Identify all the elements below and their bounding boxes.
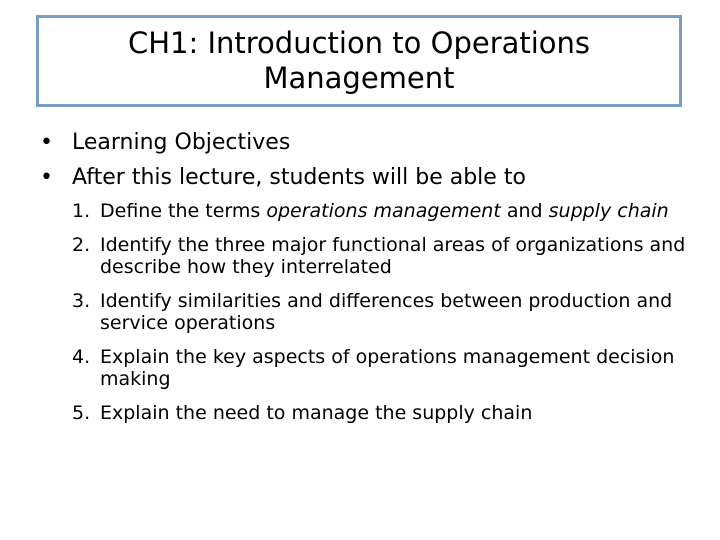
objective-text: Explain the key aspects of operations management decision making xyxy=(100,346,675,390)
bullet-dot-icon: • xyxy=(40,165,53,190)
objective-text-part: Define the terms xyxy=(100,200,267,222)
slide-title-line-1: CH1: Introduction to Operations xyxy=(127,25,591,60)
bullet-item xyxy=(0,125,720,160)
objective-text: Identify the three major functional areas of organizations and describe how they interrelated xyxy=(100,234,686,278)
objective-term-italic: supply chain xyxy=(548,200,669,222)
objective-number: 1. xyxy=(72,200,91,222)
objective-text: Identify similarities and differences between production and service operations xyxy=(100,290,673,334)
objective-text xyxy=(100,200,669,222)
title-box xyxy=(36,15,682,107)
objective-item xyxy=(0,402,720,424)
bullet-list xyxy=(0,125,720,195)
objective-item xyxy=(0,234,720,278)
bullet-dot-icon: • xyxy=(40,130,53,155)
objective-number: 5. xyxy=(72,402,91,424)
objective-term-italic: operations management xyxy=(266,200,501,222)
slide-title xyxy=(128,26,590,97)
slide-title-line-2: Management xyxy=(263,61,455,95)
bullet-text: Learning Objectives xyxy=(72,130,291,155)
objective-number: 2. xyxy=(72,234,91,256)
bullet-text: After this lecture, students will be able to xyxy=(72,165,526,190)
objective-text-part: and xyxy=(500,200,549,222)
objective-item xyxy=(0,290,720,334)
objective-number: 3. xyxy=(72,290,91,312)
objective-number: 4. xyxy=(72,346,91,368)
objective-item xyxy=(0,346,720,390)
objective-text: Explain the need to manage the supply chain xyxy=(100,402,533,424)
objectives-list xyxy=(0,200,720,436)
bullet-item xyxy=(0,160,720,195)
objective-item xyxy=(0,200,720,222)
